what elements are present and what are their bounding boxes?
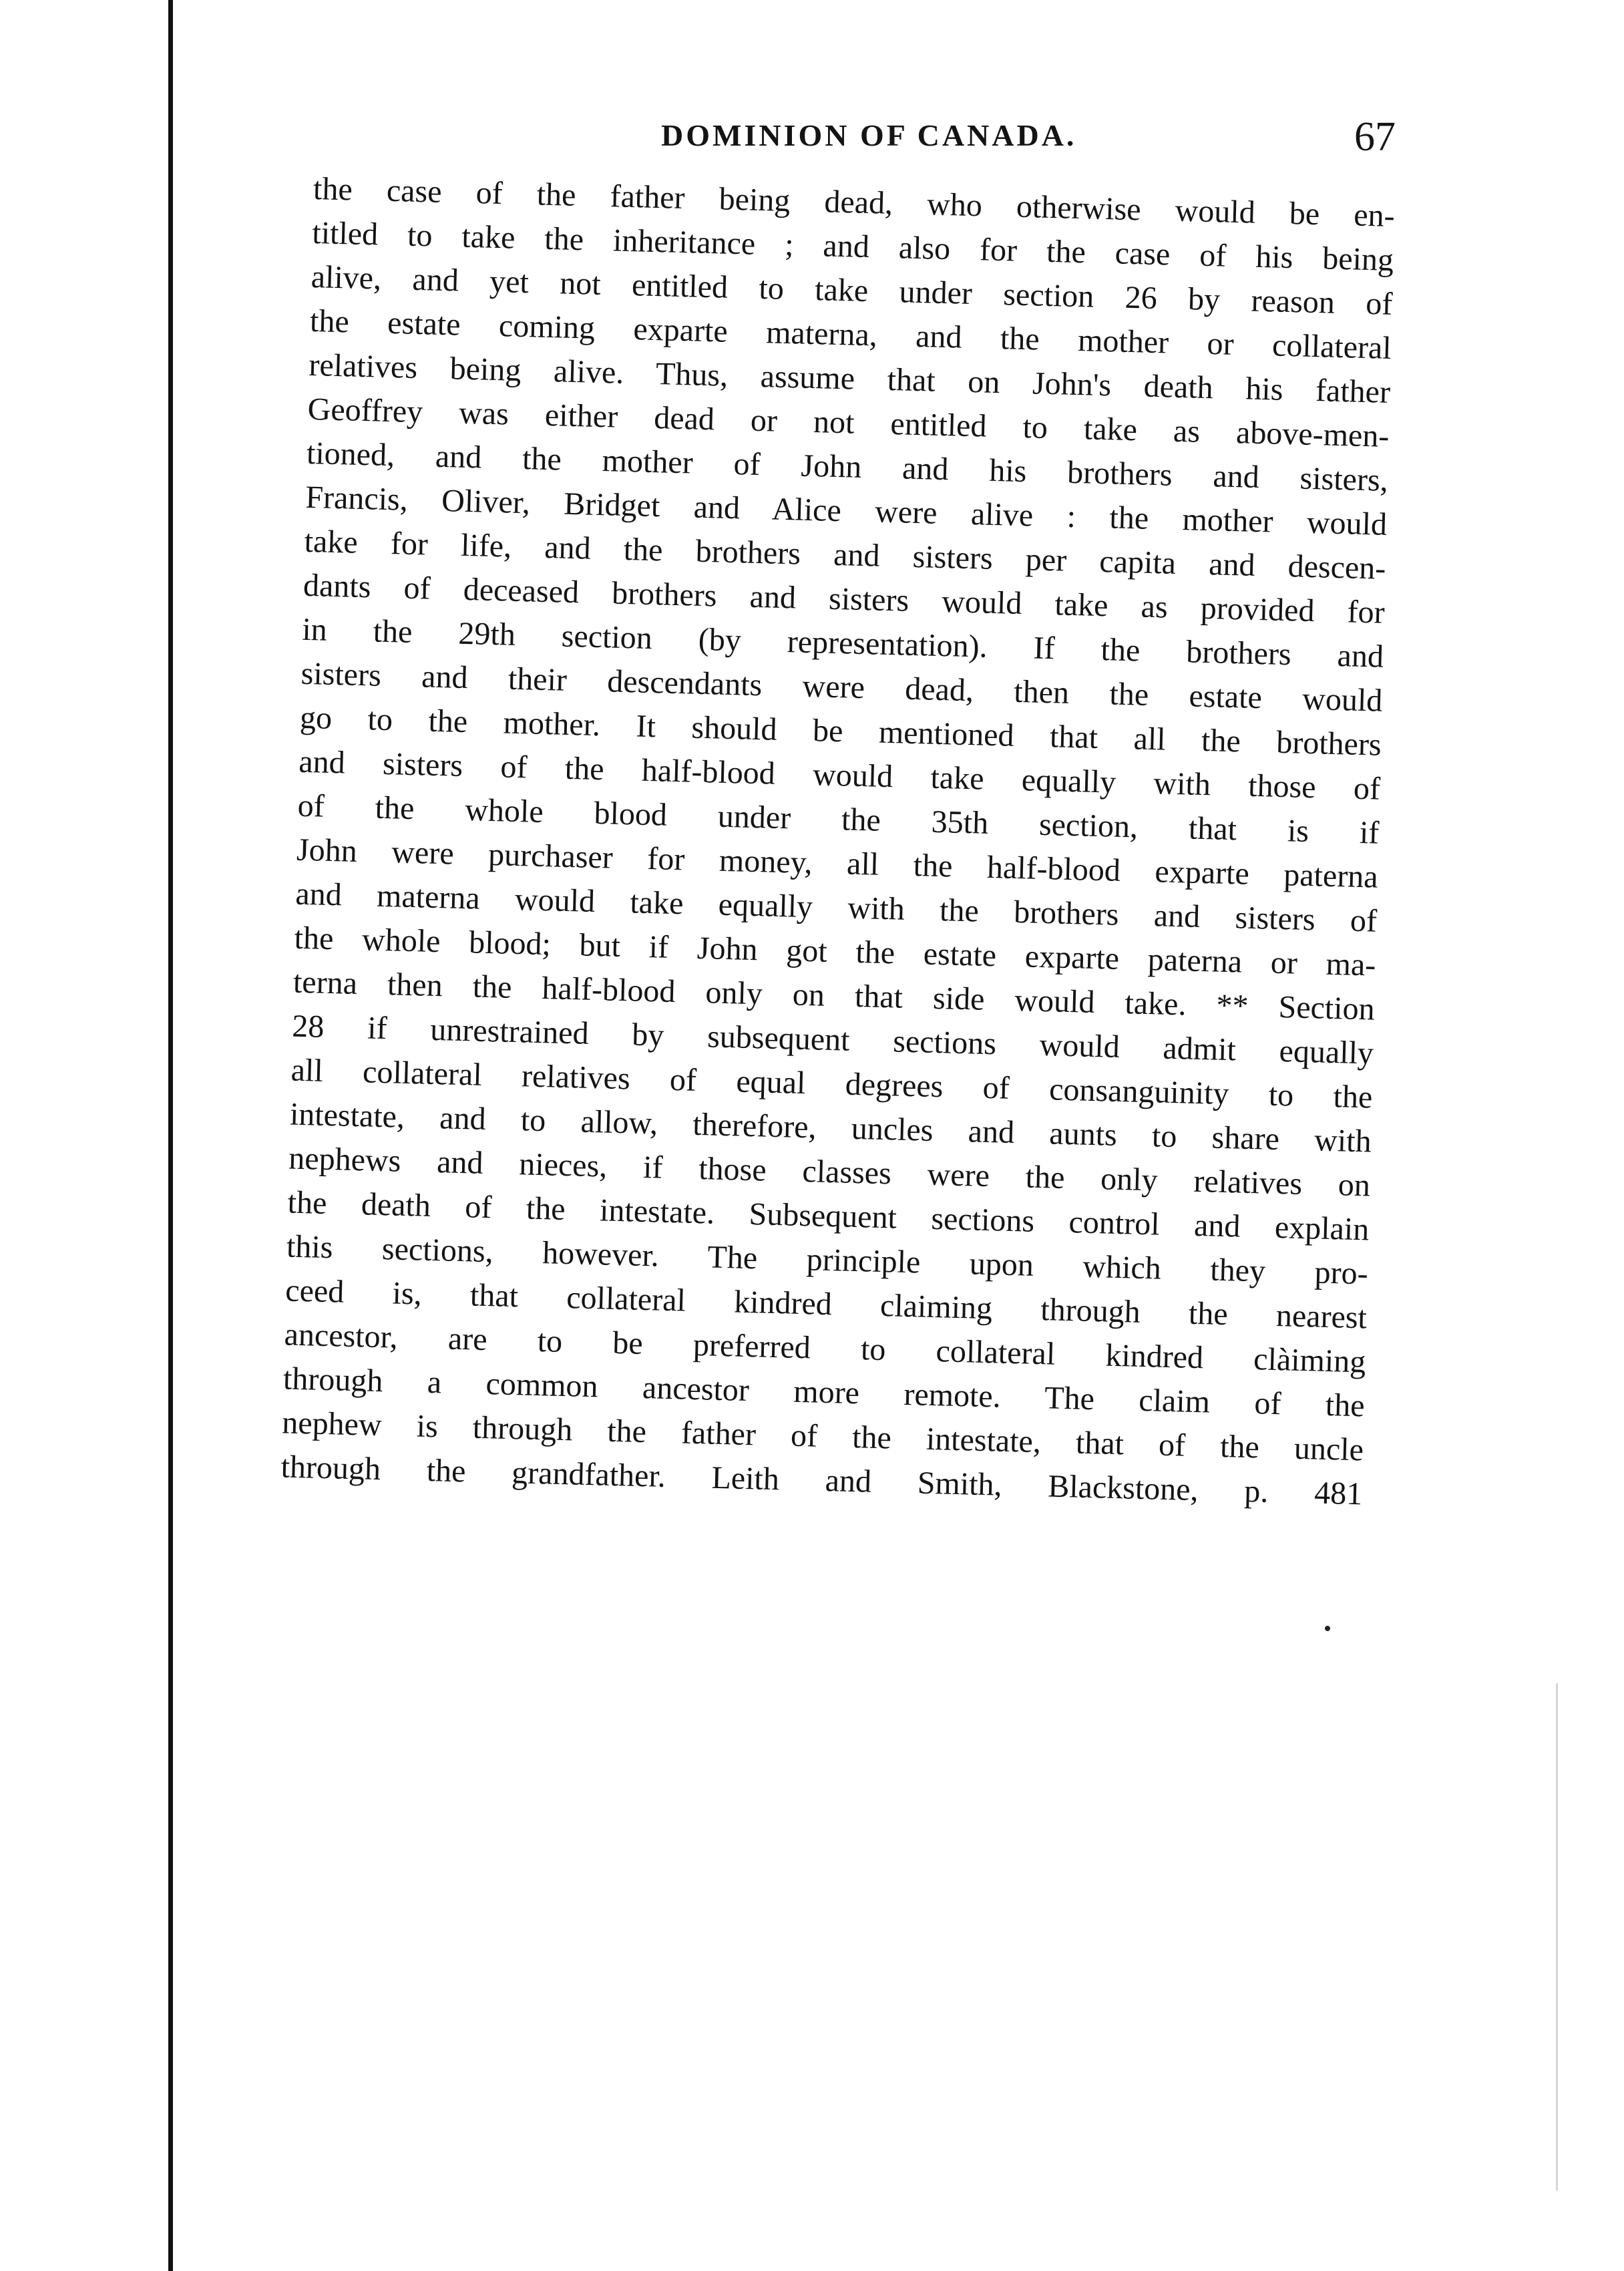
text-line: the death of the intestate. Subsequent sections control and explain — [287, 1184, 1370, 1248]
text-line: through the grandfather. Leith and Smith, Blackstone, p. 481 — [280, 1449, 1363, 1512]
text-line: in the 29th section (by representation). If the brothers and — [301, 611, 1384, 675]
text-line: John were purchaser for money, all the half-blood exparte paterna — [296, 832, 1379, 895]
text-line: Francis, Oliver, Bridget and Alice were alive : the mother would — [304, 479, 1388, 542]
text-line: this sections, however. The principle upon which they pro- — [286, 1228, 1369, 1292]
text-line: terna then the half-blood only on that side would take. ** Section — [292, 964, 1376, 1027]
text-line: and materna would take equally with the brothers and sisters of — [294, 876, 1378, 939]
body-text — [280, 167, 1396, 1516]
text-line: ancestor, are to be preferred to collateral kindred clàiming — [284, 1317, 1366, 1380]
text-line: intestate, and to allow, therefore, uncles and aunts to share with — [289, 1096, 1372, 1160]
text-line: nephews and nieces, if those classes were the only relatives on — [288, 1140, 1371, 1204]
text-line: the estate coming exparte materna, and the mother or collateral — [309, 303, 1392, 366]
page-number: 67 — [1354, 114, 1396, 160]
text-line: sisters and their descendants were dead, then the estate would — [300, 655, 1383, 719]
page-right-edge — [1556, 1683, 1558, 2191]
text-line: titled to take the inheritance ; and also for the case of his being — [311, 214, 1394, 278]
text-line: through a common ancestor more remote. The claim of the — [282, 1361, 1366, 1424]
page-spine-edge — [168, 0, 173, 2271]
text-line: all collateral relatives of equal degrees of consanguinity to the — [290, 1052, 1373, 1115]
text-line: go to the mother. It should be mentioned that all the brothers — [299, 699, 1382, 763]
text-line: tioned, and the mother of John and his brothers and sisters, — [306, 435, 1389, 498]
text-line: the whole blood; but if John got the estate exparte paterna or ma- — [294, 920, 1376, 983]
text-line: 28 if unrestrained by subsequent sections would admit equally — [291, 1008, 1374, 1071]
text-line: relatives being alive. Thus, assume that on John's death his father — [308, 347, 1391, 410]
text-line: of the whole blood under the 35th section, that is if — [297, 788, 1380, 851]
text-line: and sisters of the half-blood would take equally with those of — [298, 743, 1381, 807]
text-line: dants of deceased brothers and sisters would take as provided for — [302, 567, 1386, 631]
text-line: take for life, and the brothers and sisters per capita and descen- — [304, 523, 1386, 586]
text-line: alive, and yet not entitled to take under section 26 by reason of — [311, 258, 1393, 322]
page-header — [661, 114, 1396, 174]
text-line: the case of the father being dead, who otherwise would be en- — [313, 170, 1396, 234]
text-line: ceed is, that collateral kindred claiming through the nearest — [284, 1272, 1368, 1336]
text-line: nephew is through the father of the intestate, that of the uncle — [281, 1405, 1364, 1468]
text-line: Geoffrey was either dead or not entitled to take as above-men- — [307, 391, 1390, 454]
end-mark — [1325, 1626, 1330, 1631]
running-head: DOMINION OF CANADA. — [661, 118, 1077, 152]
